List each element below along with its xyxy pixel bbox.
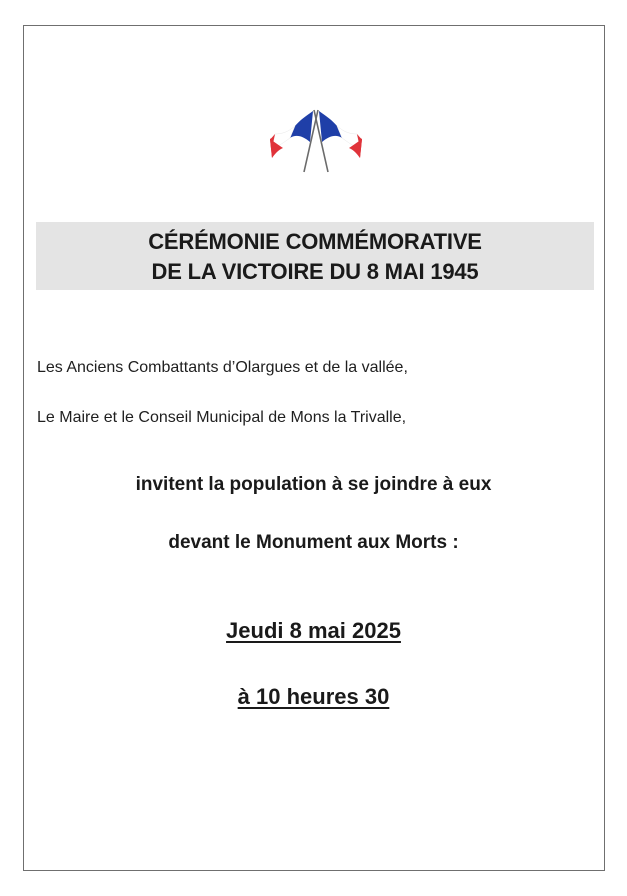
invitation-line-2: devant le Monument aux Morts :: [168, 532, 459, 553]
event-date-text: Jeudi 8 mai 2025: [226, 618, 401, 643]
host-line-2: Le Maire et le Conseil Municipal de Mons la Trivalle,: [37, 409, 407, 426]
host-line-1: Les Anciens Combattants d’Olargues et de la vallée,: [37, 359, 408, 376]
title-line-2: DE LA VICTOIRE DU 8 MAI 1945: [151, 259, 479, 284]
event-date: [0, 618, 627, 644]
invitation-line-1: invitent la population à se joindre à eux: [135, 474, 492, 495]
title-band: [36, 222, 594, 290]
title-line-1: CÉRÉMONIE COMMÉMORATIVE: [148, 229, 482, 254]
crossed-french-flags-icon: [270, 106, 362, 174]
event-time-text: à 10 heures 30: [237, 684, 390, 709]
event-time: [0, 684, 627, 710]
